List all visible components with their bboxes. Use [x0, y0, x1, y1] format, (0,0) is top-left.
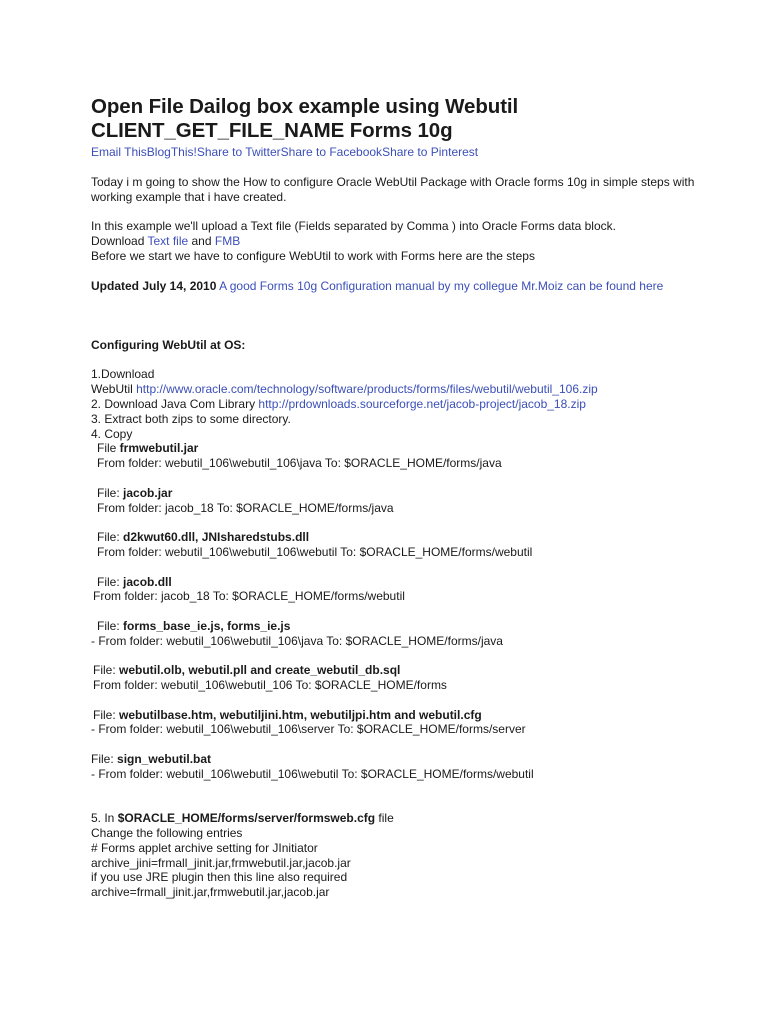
jre-note-line: if you use JRE plugin then this line also required: [91, 870, 348, 885]
webutil-download-link[interactable]: http://www.oracle.com/technology/software/products/forms/files/webutil/webutil_106.zip: [136, 382, 598, 397]
file-3-label: [91, 530, 731, 545]
step-4-line: 4. Copy: [91, 426, 133, 441]
download-line: [91, 234, 731, 249]
share-links: [91, 145, 731, 159]
archive-line: archive=frmall_jinit.jar,frmwebutil.jar,jacob.jar: [91, 885, 330, 900]
step-5-prefix: 5. In: [91, 811, 118, 826]
intro-paragraph: Today i m going to show the How to configure Oracle WebUtil Package with Oracle forms 10g in simple steps with working example that i have created.: [91, 175, 695, 204]
share-twitter-link[interactable]: Share to Twitter: [196, 145, 281, 159]
step-3-line: 3. Extract both zips to some directory.: [91, 411, 291, 426]
file-label: File:: [97, 485, 124, 500]
file-label: File:: [93, 707, 120, 722]
file-3-from: From folder: webutil_106\webutil_106\webutil To: $ORACLE_HOME/forms/webutil: [97, 544, 533, 559]
change-entries-line: Change the following entries: [91, 826, 243, 841]
step-5-suffix: file: [375, 811, 394, 826]
file-label: File:: [97, 618, 124, 633]
step-5-line: [91, 811, 731, 826]
file-name: jacob.dll: [123, 574, 172, 589]
step-1-label: 1.Download: [91, 367, 155, 382]
file-8-label: [91, 752, 731, 767]
step-2-line: [91, 397, 731, 412]
file-name: forms_base_ie.js, forms_ie.js: [123, 618, 291, 633]
file-6-label: [91, 663, 731, 678]
file-name: frmwebutil.jar: [119, 441, 199, 456]
config-manual-link[interactable]: A good Forms 10g Configuration manual by my collegue Mr.Moiz can be found here: [216, 278, 664, 293]
document-page: [91, 95, 731, 900]
file-7-label: [91, 708, 731, 723]
file-8-from: - From folder: webutil_106\webutil_106\webutil To: $ORACLE_HOME/forms/webutil: [91, 766, 534, 781]
share-pinterest-link[interactable]: Share to Pinterest: [382, 145, 479, 159]
file-2-from: From folder: jacob_18 To: $ORACLE_HOME/forms/java: [97, 500, 394, 515]
file-5-label: [91, 619, 731, 634]
file-4-label: [91, 575, 731, 590]
step-5-path: $ORACLE_HOME/forms/server/formsweb.cfg: [117, 811, 376, 826]
file-name: d2kwut60.dll, JNIsharedstubs.dll: [123, 530, 310, 545]
share-facebook-link[interactable]: Share to Facebook: [280, 145, 383, 159]
file-name: jacob.jar: [123, 485, 173, 500]
step-1-prefix: WebUtil: [91, 382, 137, 397]
file-name: webutilbase.htm, webutiljini.htm, webutiljpi.htm and webutil.cfg: [119, 707, 482, 722]
page-title: [91, 95, 731, 143]
share-blogthis-link[interactable]: BlogThis!: [146, 145, 197, 159]
file-label: File:: [93, 663, 120, 678]
file-name: webutil.olb, webutil.pll and create_webutil_db.sql: [119, 663, 401, 678]
configuring-heading: [91, 338, 731, 353]
file-label: File:: [97, 530, 124, 545]
file-1-from: From folder: webutil_106\webutil_106\java To: $ORACLE_HOME/forms/java: [97, 456, 502, 471]
file-2-label: [91, 486, 731, 501]
archive-jini-line: archive_jini=frmall_jinit.jar,frmwebutil.jar,jacob.jar: [91, 855, 351, 870]
example-paragraph: In this example we'll upload a Text file (Fields separated by Comma ) into Oracle Forms data block.: [91, 219, 616, 234]
file-5-from: - From folder: webutil_106\webutil_106\java To: $ORACLE_HOME/forms/java: [91, 633, 503, 648]
download-prefix: Download: [91, 234, 148, 249]
step-2-prefix: 2. Download Java Com Library: [91, 396, 259, 411]
text-file-link[interactable]: Text file: [147, 234, 189, 249]
fmb-link[interactable]: FMB: [214, 234, 241, 249]
share-email-link[interactable]: Email This: [91, 145, 147, 159]
and-word: and: [188, 234, 215, 249]
file-4-from: From folder: jacob_18 To: $ORACLE_HOME/forms/webutil: [93, 589, 405, 604]
step-1-line: [91, 382, 731, 397]
file-label: File: [97, 441, 120, 456]
file-7-from: - From folder: webutil_106\webutil_106\server To: $ORACLE_HOME/forms/server: [91, 722, 526, 737]
updated-label: Updated July 14, 2010: [91, 278, 217, 293]
jacob-download-link[interactable]: http://prdownloads.sourceforge.net/jacob-project/jacob_18.zip: [258, 396, 586, 411]
title-line-1: Open File Dailog box example using Webutil: [91, 95, 519, 118]
before-start-line: Before we start we have to configure WebUtil to work with Forms here are the steps: [91, 248, 535, 263]
file-name: sign_webutil.bat: [117, 752, 212, 767]
file-6-from: From folder: webutil_106\webutil_106 To: $ORACLE_HOME/forms: [93, 678, 447, 693]
file-label: File:: [97, 574, 124, 589]
title-line-2: CLIENT_GET_FILE_NAME Forms 10g: [91, 119, 453, 142]
file-label: File:: [91, 752, 118, 767]
updated-paragraph: [91, 279, 731, 294]
file-1-label: [91, 441, 731, 456]
configuring-heading-text: Configuring WebUtil at OS:: [91, 337, 246, 352]
comment-line: # Forms applet archive setting for JInitiator: [91, 840, 318, 855]
